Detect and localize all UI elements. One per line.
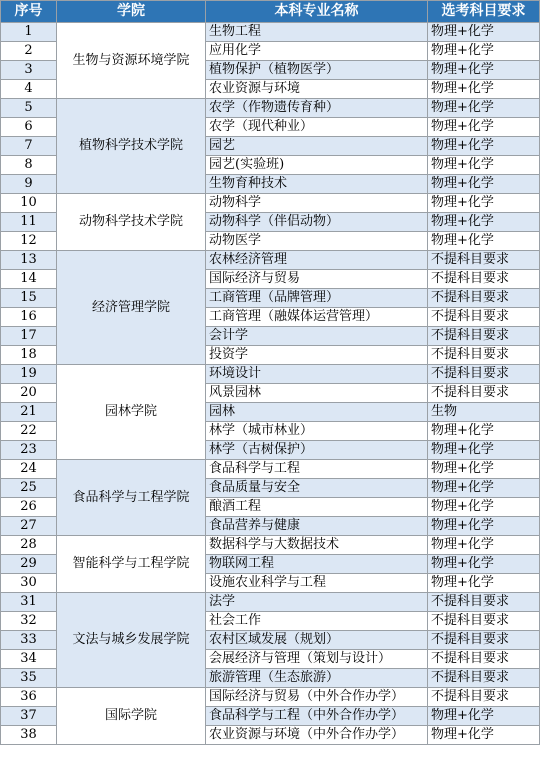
subject-requirement: 不提科目要求 <box>428 327 540 346</box>
major-name: 环境设计 <box>206 365 428 384</box>
subject-requirement: 不提科目要求 <box>428 688 540 707</box>
major-name: 投资学 <box>206 346 428 365</box>
subject-requirement: 物理+化学 <box>428 118 540 137</box>
row-number: 15 <box>1 289 57 308</box>
row-number: 16 <box>1 308 57 327</box>
subject-requirement: 物理+化学 <box>428 479 540 498</box>
subject-requirement: 物理+化学 <box>428 460 540 479</box>
college-cell: 园林学院 <box>57 365 206 460</box>
major-name: 农业资源与环境 <box>206 80 428 99</box>
major-name: 社会工作 <box>206 612 428 631</box>
subject-requirement: 物理+化学 <box>428 707 540 726</box>
row-number: 2 <box>1 42 57 61</box>
header-major: 本科专业名称 <box>206 1 428 23</box>
table-row <box>1 593 540 612</box>
major-name: 园艺(实验班) <box>206 156 428 175</box>
college-cell: 食品科学与工程学院 <box>57 460 206 536</box>
subject-requirement: 不提科目要求 <box>428 612 540 631</box>
row-number: 18 <box>1 346 57 365</box>
subject-requirement: 物理+化学 <box>428 498 540 517</box>
header-row <box>1 1 540 23</box>
major-name: 风景园林 <box>206 384 428 403</box>
subject-requirement: 物理+化学 <box>428 517 540 536</box>
major-name: 食品营养与健康 <box>206 517 428 536</box>
row-number: 29 <box>1 555 57 574</box>
subject-requirement: 不提科目要求 <box>428 270 540 289</box>
major-name: 园林 <box>206 403 428 422</box>
college-cell: 国际学院 <box>57 688 206 745</box>
subject-requirement: 物理+化学 <box>428 42 540 61</box>
row-number: 1 <box>1 23 57 42</box>
header-no: 序号 <box>1 1 57 23</box>
subject-requirement: 物理+化学 <box>428 175 540 194</box>
college-cell: 生物与资源环境学院 <box>57 23 206 99</box>
major-name: 设施农业科学与工程 <box>206 574 428 593</box>
row-number: 13 <box>1 251 57 270</box>
subject-requirement: 不提科目要求 <box>428 593 540 612</box>
row-number: 23 <box>1 441 57 460</box>
table-row <box>1 194 540 213</box>
subject-requirement: 生物 <box>428 403 540 422</box>
subject-requirement: 物理+化学 <box>428 555 540 574</box>
table-row <box>1 536 540 555</box>
row-number: 3 <box>1 61 57 80</box>
subject-requirement: 物理+化学 <box>428 536 540 555</box>
subject-requirement: 物理+化学 <box>428 574 540 593</box>
row-number: 12 <box>1 232 57 251</box>
row-number: 8 <box>1 156 57 175</box>
row-number: 9 <box>1 175 57 194</box>
major-name: 农林经济管理 <box>206 251 428 270</box>
major-name: 数据科学与大数据技术 <box>206 536 428 555</box>
row-number: 20 <box>1 384 57 403</box>
subject-requirement: 物理+化学 <box>428 422 540 441</box>
subject-requirement: 物理+化学 <box>428 441 540 460</box>
table-row <box>1 251 540 270</box>
header-college: 学院 <box>57 1 206 23</box>
subject-requirement: 物理+化学 <box>428 726 540 745</box>
table-row <box>1 460 540 479</box>
major-name: 旅游管理（生态旅游） <box>206 669 428 688</box>
major-name: 会计学 <box>206 327 428 346</box>
major-name: 法学 <box>206 593 428 612</box>
subject-requirement: 物理+化学 <box>428 137 540 156</box>
major-name: 国际经济与贸易（中外合作办学） <box>206 688 428 707</box>
subject-requirement: 物理+化学 <box>428 194 540 213</box>
major-name: 工商管理（品牌管理） <box>206 289 428 308</box>
row-number: 21 <box>1 403 57 422</box>
row-number: 4 <box>1 80 57 99</box>
subject-requirement: 不提科目要求 <box>428 365 540 384</box>
row-number: 34 <box>1 650 57 669</box>
major-name: 林学（古树保护） <box>206 441 428 460</box>
row-number: 25 <box>1 479 57 498</box>
subject-requirement: 不提科目要求 <box>428 631 540 650</box>
major-name: 动物医学 <box>206 232 428 251</box>
major-name: 应用化学 <box>206 42 428 61</box>
table-row <box>1 688 540 707</box>
row-number: 11 <box>1 213 57 232</box>
subject-requirement: 物理+化学 <box>428 213 540 232</box>
major-name: 国际经济与贸易 <box>206 270 428 289</box>
major-name: 农业资源与环境（中外合作办学） <box>206 726 428 745</box>
row-number: 14 <box>1 270 57 289</box>
major-name: 动物科学 <box>206 194 428 213</box>
subject-requirement: 不提科目要求 <box>428 308 540 327</box>
major-name: 农学（现代种业） <box>206 118 428 137</box>
row-number: 26 <box>1 498 57 517</box>
subject-requirement: 物理+化学 <box>428 80 540 99</box>
row-number: 35 <box>1 669 57 688</box>
major-name: 农学（作物遗传育种） <box>206 99 428 118</box>
row-number: 6 <box>1 118 57 137</box>
major-name: 工商管理（融媒体运营管理） <box>206 308 428 327</box>
major-name: 林学（城市林业） <box>206 422 428 441</box>
subject-requirement: 物理+化学 <box>428 61 540 80</box>
major-name: 生物工程 <box>206 23 428 42</box>
table-row <box>1 23 540 42</box>
subject-requirement: 不提科目要求 <box>428 384 540 403</box>
row-number: 24 <box>1 460 57 479</box>
subject-requirement: 物理+化学 <box>428 156 540 175</box>
college-cell: 动物科学技术学院 <box>57 194 206 251</box>
row-number: 36 <box>1 688 57 707</box>
college-cell: 智能科学与工程学院 <box>57 536 206 593</box>
major-name: 物联网工程 <box>206 555 428 574</box>
row-number: 38 <box>1 726 57 745</box>
subject-requirement: 不提科目要求 <box>428 669 540 688</box>
row-number: 5 <box>1 99 57 118</box>
subject-requirement: 物理+化学 <box>428 23 540 42</box>
row-number: 10 <box>1 194 57 213</box>
major-name: 生物育种技术 <box>206 175 428 194</box>
college-cell: 经济管理学院 <box>57 251 206 365</box>
major-name: 食品科学与工程（中外合作办学） <box>206 707 428 726</box>
subject-requirement: 不提科目要求 <box>428 289 540 308</box>
row-number: 19 <box>1 365 57 384</box>
major-name: 会展经济与管理（策划与设计） <box>206 650 428 669</box>
major-name: 植物保护（植物医学） <box>206 61 428 80</box>
subject-requirement: 不提科目要求 <box>428 346 540 365</box>
row-number: 31 <box>1 593 57 612</box>
major-name: 农村区域发展（规划） <box>206 631 428 650</box>
major-name: 动物科学（伴侣动物） <box>206 213 428 232</box>
header-requirement: 选考科目要求 <box>428 1 540 23</box>
row-number: 17 <box>1 327 57 346</box>
row-number: 22 <box>1 422 57 441</box>
subject-requirement: 物理+化学 <box>428 99 540 118</box>
row-number: 30 <box>1 574 57 593</box>
major-name: 食品质量与安全 <box>206 479 428 498</box>
table-row <box>1 99 540 118</box>
row-number: 28 <box>1 536 57 555</box>
row-number: 33 <box>1 631 57 650</box>
college-cell: 文法与城乡发展学院 <box>57 593 206 688</box>
college-cell: 植物科学技术学院 <box>57 99 206 194</box>
row-number: 7 <box>1 137 57 156</box>
major-name: 酿酒工程 <box>206 498 428 517</box>
subject-requirement: 不提科目要求 <box>428 251 540 270</box>
major-name: 食品科学与工程 <box>206 460 428 479</box>
row-number: 37 <box>1 707 57 726</box>
subject-requirement: 不提科目要求 <box>428 650 540 669</box>
table-row <box>1 365 540 384</box>
major-name: 园艺 <box>206 137 428 156</box>
row-number: 27 <box>1 517 57 536</box>
row-number: 32 <box>1 612 57 631</box>
table-body <box>1 23 540 745</box>
subject-requirement: 物理+化学 <box>428 232 540 251</box>
